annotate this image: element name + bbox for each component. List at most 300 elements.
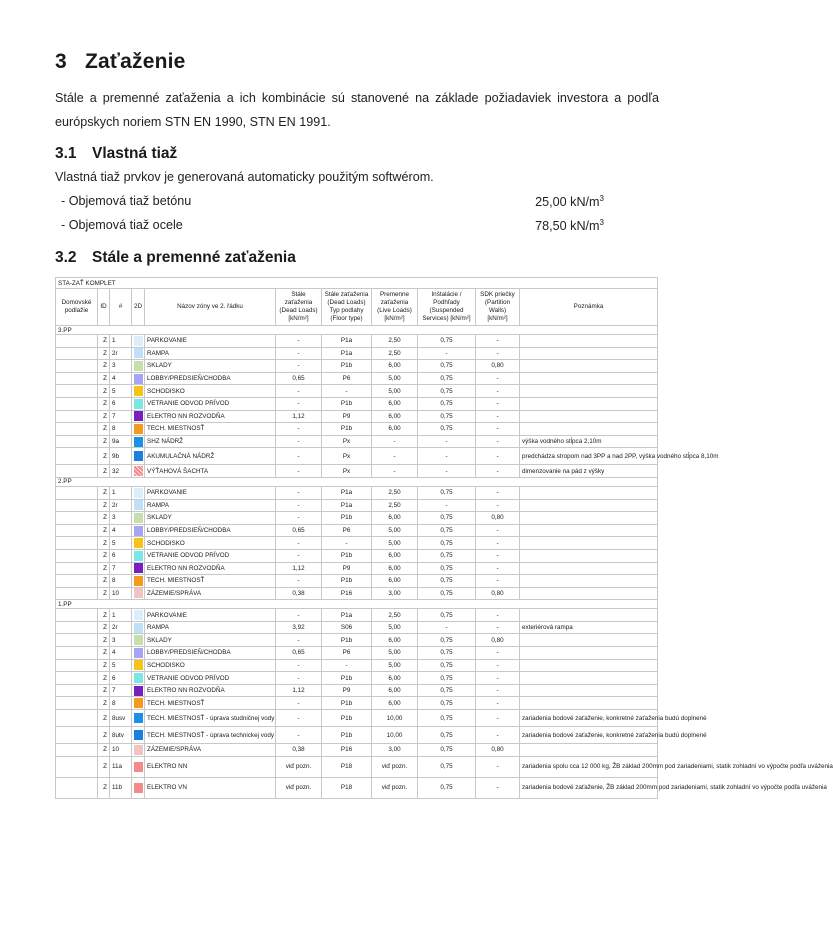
col-header-note: Poznámka bbox=[520, 289, 658, 326]
dead-load-cell: - bbox=[276, 397, 322, 410]
floor-cell bbox=[56, 710, 98, 727]
table-row bbox=[56, 756, 658, 777]
zone-name-cell: PARKOVANIE bbox=[145, 486, 276, 499]
zone-name-cell: SKLADY bbox=[145, 360, 276, 373]
color-swatch-cell bbox=[132, 524, 145, 537]
col-header-partitions: SDK priečky (Partition Walls) [kN/m²] bbox=[476, 289, 520, 326]
floor-type-cell: - bbox=[322, 385, 372, 398]
partitions-load-cell: - bbox=[476, 372, 520, 385]
partitions-load-cell: - bbox=[476, 575, 520, 588]
floor-cell bbox=[56, 448, 98, 465]
note-cell: dimenzovanie na pád z výšky bbox=[520, 465, 658, 478]
id-cell: Z bbox=[98, 684, 110, 697]
dead-load-cell: - bbox=[276, 609, 322, 622]
floor-row bbox=[56, 477, 658, 486]
services-load-cell: 0,75 bbox=[418, 423, 476, 436]
id-cell: Z bbox=[98, 335, 110, 348]
note-cell bbox=[520, 634, 658, 647]
floor-cell bbox=[56, 499, 98, 512]
services-load-cell: 0,75 bbox=[418, 372, 476, 385]
services-load-cell: - bbox=[418, 621, 476, 634]
zone-color-swatch bbox=[134, 451, 143, 461]
live-load-cell: 10,00 bbox=[372, 727, 418, 744]
color-swatch-cell bbox=[132, 710, 145, 727]
num-cell: 10 bbox=[110, 744, 132, 757]
partitions-load-cell: 0,80 bbox=[476, 360, 520, 373]
heading-number: 3 bbox=[55, 50, 67, 73]
num-cell: 7 bbox=[110, 410, 132, 423]
id-cell: Z bbox=[98, 486, 110, 499]
floor-cell bbox=[56, 486, 98, 499]
note-cell bbox=[520, 397, 658, 410]
num-cell: 6 bbox=[110, 397, 132, 410]
zone-color-swatch bbox=[134, 386, 143, 396]
concrete-weight-value: 25,00 $kN/m^3$ bbox=[535, 194, 604, 210]
partitions-load-cell: - bbox=[476, 647, 520, 660]
col-header-floor: Domovské podlažie bbox=[56, 289, 98, 326]
zone-name-cell: VETRANIE ODVOD PRÍVOD bbox=[145, 549, 276, 562]
color-swatch-cell bbox=[132, 744, 145, 757]
id-cell: Z bbox=[98, 609, 110, 622]
num-cell: 6 bbox=[110, 549, 132, 562]
zone-color-swatch bbox=[134, 411, 143, 421]
num-cell: 4 bbox=[110, 524, 132, 537]
live-load-cell: 6,00 bbox=[372, 697, 418, 710]
id-cell: Z bbox=[98, 397, 110, 410]
color-swatch-cell bbox=[132, 397, 145, 410]
floor-type-cell: Px bbox=[322, 465, 372, 478]
subsection-number: 3.2 bbox=[55, 249, 77, 266]
id-cell: Z bbox=[98, 744, 110, 757]
note-cell bbox=[520, 672, 658, 685]
floor-type-cell: P16 bbox=[322, 744, 372, 757]
color-swatch-cell bbox=[132, 499, 145, 512]
partitions-load-cell: - bbox=[476, 335, 520, 348]
live-load-cell: viď pozn. bbox=[372, 756, 418, 777]
zone-color-swatch bbox=[134, 730, 143, 740]
zone-color-swatch bbox=[134, 648, 143, 658]
live-load-cell: 5,00 bbox=[372, 385, 418, 398]
color-swatch-cell bbox=[132, 448, 145, 465]
floor-cell bbox=[56, 727, 98, 744]
color-swatch-cell bbox=[132, 634, 145, 647]
subsection-heading-2 bbox=[55, 249, 296, 267]
services-load-cell: 0,75 bbox=[418, 562, 476, 575]
zone-name-cell: ZÁZEMIE/SPRÁVA bbox=[145, 744, 276, 757]
zone-color-swatch bbox=[134, 538, 143, 548]
dead-load-cell: 1,12 bbox=[276, 684, 322, 697]
color-swatch-cell bbox=[132, 621, 145, 634]
table-title: STA-ZAŤ KOMPLET bbox=[56, 278, 658, 289]
color-swatch-cell bbox=[132, 486, 145, 499]
floor-cell bbox=[56, 360, 98, 373]
live-load-cell: 2,50 bbox=[372, 335, 418, 348]
num-cell: 2r bbox=[110, 347, 132, 360]
note-cell bbox=[520, 335, 658, 348]
floor-type-cell: P1b bbox=[322, 672, 372, 685]
table-row bbox=[56, 448, 658, 465]
color-swatch-cell bbox=[132, 423, 145, 436]
id-cell: Z bbox=[98, 621, 110, 634]
partitions-load-cell: - bbox=[476, 465, 520, 478]
color-swatch-cell bbox=[132, 335, 145, 348]
id-cell: Z bbox=[98, 448, 110, 465]
table-row bbox=[56, 410, 658, 423]
services-load-cell: 0,75 bbox=[418, 697, 476, 710]
live-load-cell: 5,00 bbox=[372, 621, 418, 634]
note-cell bbox=[520, 347, 658, 360]
dead-load-cell: - bbox=[276, 512, 322, 525]
floor-cell bbox=[56, 756, 98, 777]
zone-color-swatch bbox=[134, 610, 143, 620]
id-cell: Z bbox=[98, 465, 110, 478]
color-swatch-cell bbox=[132, 575, 145, 588]
services-load-cell: 0,75 bbox=[418, 647, 476, 660]
num-cell: 7 bbox=[110, 684, 132, 697]
id-cell: Z bbox=[98, 512, 110, 525]
floor-label: 1.PP bbox=[56, 600, 658, 609]
id-cell: Z bbox=[98, 562, 110, 575]
floor-cell bbox=[56, 587, 98, 600]
services-load-cell: 0,75 bbox=[418, 634, 476, 647]
zone-color-swatch bbox=[134, 488, 143, 498]
floor-cell bbox=[56, 385, 98, 398]
col-header-num: # bbox=[110, 289, 132, 326]
zone-color-swatch bbox=[134, 745, 143, 755]
floor-type-cell: P1b bbox=[322, 423, 372, 436]
partitions-load-cell: - bbox=[476, 524, 520, 537]
floor-cell bbox=[56, 410, 98, 423]
live-load-cell: 2,50 bbox=[372, 486, 418, 499]
num-cell: 8utv bbox=[110, 727, 132, 744]
id-cell: Z bbox=[98, 385, 110, 398]
dead-load-cell: - bbox=[276, 549, 322, 562]
id-cell: Z bbox=[98, 587, 110, 600]
partitions-load-cell: 0,80 bbox=[476, 587, 520, 600]
floor-type-cell: P6 bbox=[322, 647, 372, 660]
color-swatch-cell bbox=[132, 562, 145, 575]
note-cell bbox=[520, 360, 658, 373]
note-cell bbox=[520, 744, 658, 757]
num-cell: 5 bbox=[110, 537, 132, 550]
zone-color-swatch bbox=[134, 526, 143, 536]
color-swatch-cell bbox=[132, 727, 145, 744]
note-cell bbox=[520, 647, 658, 660]
dead-load-cell: 3,92 bbox=[276, 621, 322, 634]
floor-type-cell: P1b bbox=[322, 697, 372, 710]
dead-load-cell: - bbox=[276, 385, 322, 398]
zone-color-swatch bbox=[134, 762, 143, 772]
table-row bbox=[56, 499, 658, 512]
table-row bbox=[56, 744, 658, 757]
num-cell: 8 bbox=[110, 575, 132, 588]
partitions-load-cell: - bbox=[476, 697, 520, 710]
services-load-cell: 0,75 bbox=[418, 777, 476, 798]
services-load-cell: - bbox=[418, 435, 476, 448]
load-table bbox=[55, 277, 833, 799]
dead-load-cell: 1,12 bbox=[276, 562, 322, 575]
floor-type-cell: P9 bbox=[322, 562, 372, 575]
self-weight-text: Vlastná tiaž prvkov je generovaná automaticky použitým softwérom. bbox=[55, 170, 434, 184]
note-cell bbox=[520, 372, 658, 385]
floor-cell bbox=[56, 524, 98, 537]
live-load-cell: 2,50 bbox=[372, 499, 418, 512]
color-swatch-cell bbox=[132, 647, 145, 660]
color-swatch-cell bbox=[132, 659, 145, 672]
live-load-cell: 6,00 bbox=[372, 634, 418, 647]
partitions-load-cell: - bbox=[476, 537, 520, 550]
floor-type-cell: Px bbox=[322, 435, 372, 448]
num-cell: 32 bbox=[110, 465, 132, 478]
partitions-load-cell: - bbox=[476, 486, 520, 499]
dead-load-cell: 1,12 bbox=[276, 410, 322, 423]
dead-load-cell: - bbox=[276, 499, 322, 512]
id-cell: Z bbox=[98, 410, 110, 423]
floor-type-cell: P1b bbox=[322, 710, 372, 727]
num-cell: 1 bbox=[110, 609, 132, 622]
num-cell: 6 bbox=[110, 672, 132, 685]
table-row bbox=[56, 710, 658, 727]
zone-color-swatch bbox=[134, 588, 143, 598]
id-cell: Z bbox=[98, 647, 110, 660]
floor-cell bbox=[56, 684, 98, 697]
floor-cell bbox=[56, 512, 98, 525]
live-load-cell: 6,00 bbox=[372, 575, 418, 588]
live-load-cell: 5,00 bbox=[372, 537, 418, 550]
table-row bbox=[56, 347, 658, 360]
id-cell: Z bbox=[98, 524, 110, 537]
services-load-cell: 0,75 bbox=[418, 659, 476, 672]
zone-color-swatch bbox=[134, 783, 143, 793]
dead-load-cell: - bbox=[276, 448, 322, 465]
color-swatch-cell bbox=[132, 347, 145, 360]
zone-color-swatch bbox=[134, 466, 143, 476]
services-load-cell: - bbox=[418, 465, 476, 478]
zone-name-cell: ELEKTRO NN ROZVODŇA bbox=[145, 684, 276, 697]
zone-color-swatch bbox=[134, 437, 143, 447]
partitions-load-cell: - bbox=[476, 397, 520, 410]
id-cell: Z bbox=[98, 435, 110, 448]
zone-color-swatch bbox=[134, 698, 143, 708]
floor-cell bbox=[56, 549, 98, 562]
services-load-cell: 0,75 bbox=[418, 684, 476, 697]
floor-cell bbox=[56, 347, 98, 360]
table-row bbox=[56, 335, 658, 348]
partitions-load-cell: - bbox=[476, 385, 520, 398]
table-row bbox=[56, 549, 658, 562]
table-row bbox=[56, 435, 658, 448]
num-cell: 1 bbox=[110, 486, 132, 499]
live-load-cell: 6,00 bbox=[372, 360, 418, 373]
zone-color-swatch bbox=[134, 336, 143, 346]
note-cell bbox=[520, 524, 658, 537]
id-cell: Z bbox=[98, 347, 110, 360]
table-row bbox=[56, 360, 658, 373]
dead-load-cell: 0,65 bbox=[276, 524, 322, 537]
color-swatch-cell bbox=[132, 609, 145, 622]
num-cell: 11a bbox=[110, 756, 132, 777]
color-swatch-cell bbox=[132, 587, 145, 600]
zone-name-cell: TECH. MIESTNOSŤ - úprava technickej vody bbox=[145, 727, 276, 744]
floor-cell bbox=[56, 659, 98, 672]
table-row bbox=[56, 609, 658, 622]
zone-name-cell: TECH. MIESTNOSŤ bbox=[145, 575, 276, 588]
table-row bbox=[56, 777, 658, 798]
partitions-load-cell: - bbox=[476, 727, 520, 744]
subsection-heading-1 bbox=[55, 145, 177, 163]
color-swatch-cell bbox=[132, 360, 145, 373]
floor-cell bbox=[56, 465, 98, 478]
color-swatch-cell bbox=[132, 372, 145, 385]
num-cell: 3 bbox=[110, 360, 132, 373]
services-load-cell: - bbox=[418, 448, 476, 465]
dead-load-cell: - bbox=[276, 423, 322, 436]
zone-name-cell: SHZ NÁDRŽ bbox=[145, 435, 276, 448]
zone-name-cell: LOBBY/PREDSIEŇ/CHODBA bbox=[145, 372, 276, 385]
floor-type-cell: Px bbox=[322, 448, 372, 465]
note-cell bbox=[520, 512, 658, 525]
services-load-cell: 0,75 bbox=[418, 727, 476, 744]
partitions-load-cell: 0,80 bbox=[476, 634, 520, 647]
live-load-cell: 6,00 bbox=[372, 684, 418, 697]
services-load-cell: 0,75 bbox=[418, 609, 476, 622]
zone-name-cell: ELEKTRO NN bbox=[145, 756, 276, 777]
num-cell: 8usv bbox=[110, 710, 132, 727]
live-load-cell: 6,00 bbox=[372, 423, 418, 436]
num-cell: 1 bbox=[110, 335, 132, 348]
color-swatch-cell bbox=[132, 777, 145, 798]
floor-type-cell: P1b bbox=[322, 397, 372, 410]
col-header-dead: Stále zaťaženia (Dead Loads) [kN/m²] bbox=[276, 289, 322, 326]
concrete-weight-label: - Objemová tiaž betónu bbox=[61, 194, 192, 208]
dead-load-cell: - bbox=[276, 486, 322, 499]
floor-cell bbox=[56, 435, 98, 448]
live-load-cell: 6,00 bbox=[372, 512, 418, 525]
partitions-load-cell: - bbox=[476, 347, 520, 360]
color-swatch-cell bbox=[132, 697, 145, 710]
dead-load-cell: - bbox=[276, 435, 322, 448]
heading-title: Zaťaženie bbox=[85, 50, 186, 73]
zone-name-cell: SCHODISKO bbox=[145, 537, 276, 550]
note-cell bbox=[520, 537, 658, 550]
floor-type-cell: P1a bbox=[322, 486, 372, 499]
col-header-id: ID bbox=[98, 289, 110, 326]
live-load-cell: 3,00 bbox=[372, 587, 418, 600]
floor-type-cell: P18 bbox=[322, 777, 372, 798]
num-cell: 7 bbox=[110, 562, 132, 575]
num-cell: 2r bbox=[110, 499, 132, 512]
table-row bbox=[56, 372, 658, 385]
num-cell: 8 bbox=[110, 697, 132, 710]
col-header-zone: Názov zóny ve 2. řádku bbox=[145, 289, 276, 326]
zone-color-swatch bbox=[134, 686, 143, 696]
partitions-load-cell: - bbox=[476, 410, 520, 423]
table-header-row bbox=[56, 289, 658, 326]
dead-load-cell: - bbox=[276, 465, 322, 478]
dead-load-cell: 0,65 bbox=[276, 372, 322, 385]
num-cell: 4 bbox=[110, 647, 132, 660]
zone-color-swatch bbox=[134, 635, 143, 645]
table-row bbox=[56, 512, 658, 525]
floor-type-cell: P16 bbox=[322, 587, 372, 600]
num-cell: 2r bbox=[110, 621, 132, 634]
floor-type-cell: P9 bbox=[322, 684, 372, 697]
dead-load-cell: 0,38 bbox=[276, 587, 322, 600]
table-title-row bbox=[56, 278, 658, 289]
id-cell: Z bbox=[98, 549, 110, 562]
live-load-cell: 6,00 bbox=[372, 397, 418, 410]
table-row bbox=[56, 524, 658, 537]
zone-color-swatch bbox=[134, 673, 143, 683]
note-cell bbox=[520, 499, 658, 512]
services-load-cell: 0,75 bbox=[418, 537, 476, 550]
floor-cell bbox=[56, 634, 98, 647]
zone-name-cell: PARKOVANIE bbox=[145, 609, 276, 622]
live-load-cell: 6,00 bbox=[372, 672, 418, 685]
services-load-cell: 0,75 bbox=[418, 360, 476, 373]
num-cell: 10 bbox=[110, 587, 132, 600]
floor-cell bbox=[56, 777, 98, 798]
id-cell: Z bbox=[98, 499, 110, 512]
zone-color-swatch bbox=[134, 399, 143, 409]
zone-name-cell: RAMPA bbox=[145, 621, 276, 634]
zone-name-cell: LOBBY/PREDSIEŇ/CHODBA bbox=[145, 647, 276, 660]
services-load-cell: - bbox=[418, 347, 476, 360]
services-load-cell: 0,75 bbox=[418, 587, 476, 600]
note-cell bbox=[520, 549, 658, 562]
floor-type-cell: - bbox=[322, 659, 372, 672]
floor-label: 3.PP bbox=[56, 326, 658, 335]
partitions-load-cell: - bbox=[476, 423, 520, 436]
table-row bbox=[56, 647, 658, 660]
table-row bbox=[56, 397, 658, 410]
col-header-live: Premenne zaťaženia (Live Loads) [kN/m²] bbox=[372, 289, 418, 326]
zone-name-cell: SCHODISKO bbox=[145, 385, 276, 398]
dead-load-cell: - bbox=[276, 347, 322, 360]
note-cell bbox=[520, 385, 658, 398]
live-load-cell: 2,50 bbox=[372, 609, 418, 622]
id-cell: Z bbox=[98, 634, 110, 647]
zone-name-cell: ZÁZEMIE/SPRÁVA bbox=[145, 587, 276, 600]
zone-color-swatch bbox=[134, 623, 143, 633]
id-cell: Z bbox=[98, 360, 110, 373]
zone-name-cell: VETRANIE ODVOD PRÍVOD bbox=[145, 672, 276, 685]
services-load-cell: 0,75 bbox=[418, 756, 476, 777]
floor-type-cell: P1a bbox=[322, 499, 372, 512]
color-swatch-cell bbox=[132, 684, 145, 697]
floor-cell bbox=[56, 575, 98, 588]
partitions-load-cell: - bbox=[476, 777, 520, 798]
partitions-load-cell: - bbox=[476, 435, 520, 448]
zone-name-cell: SKLADY bbox=[145, 634, 276, 647]
table-row bbox=[56, 575, 658, 588]
zone-color-swatch bbox=[134, 374, 143, 384]
floor-cell bbox=[56, 697, 98, 710]
live-load-cell: 6,00 bbox=[372, 549, 418, 562]
floor-cell bbox=[56, 423, 98, 436]
services-load-cell: - bbox=[418, 499, 476, 512]
note-cell bbox=[520, 423, 658, 436]
services-load-cell: 0,75 bbox=[418, 672, 476, 685]
services-load-cell: 0,75 bbox=[418, 397, 476, 410]
live-load-cell: 6,00 bbox=[372, 410, 418, 423]
floor-type-cell: P6 bbox=[322, 524, 372, 537]
dead-load-cell: - bbox=[276, 697, 322, 710]
services-load-cell: 0,75 bbox=[418, 744, 476, 757]
dead-load-cell: viď pozn. bbox=[276, 777, 322, 798]
zone-name-cell: RAMPA bbox=[145, 347, 276, 360]
dead-load-cell: - bbox=[276, 672, 322, 685]
